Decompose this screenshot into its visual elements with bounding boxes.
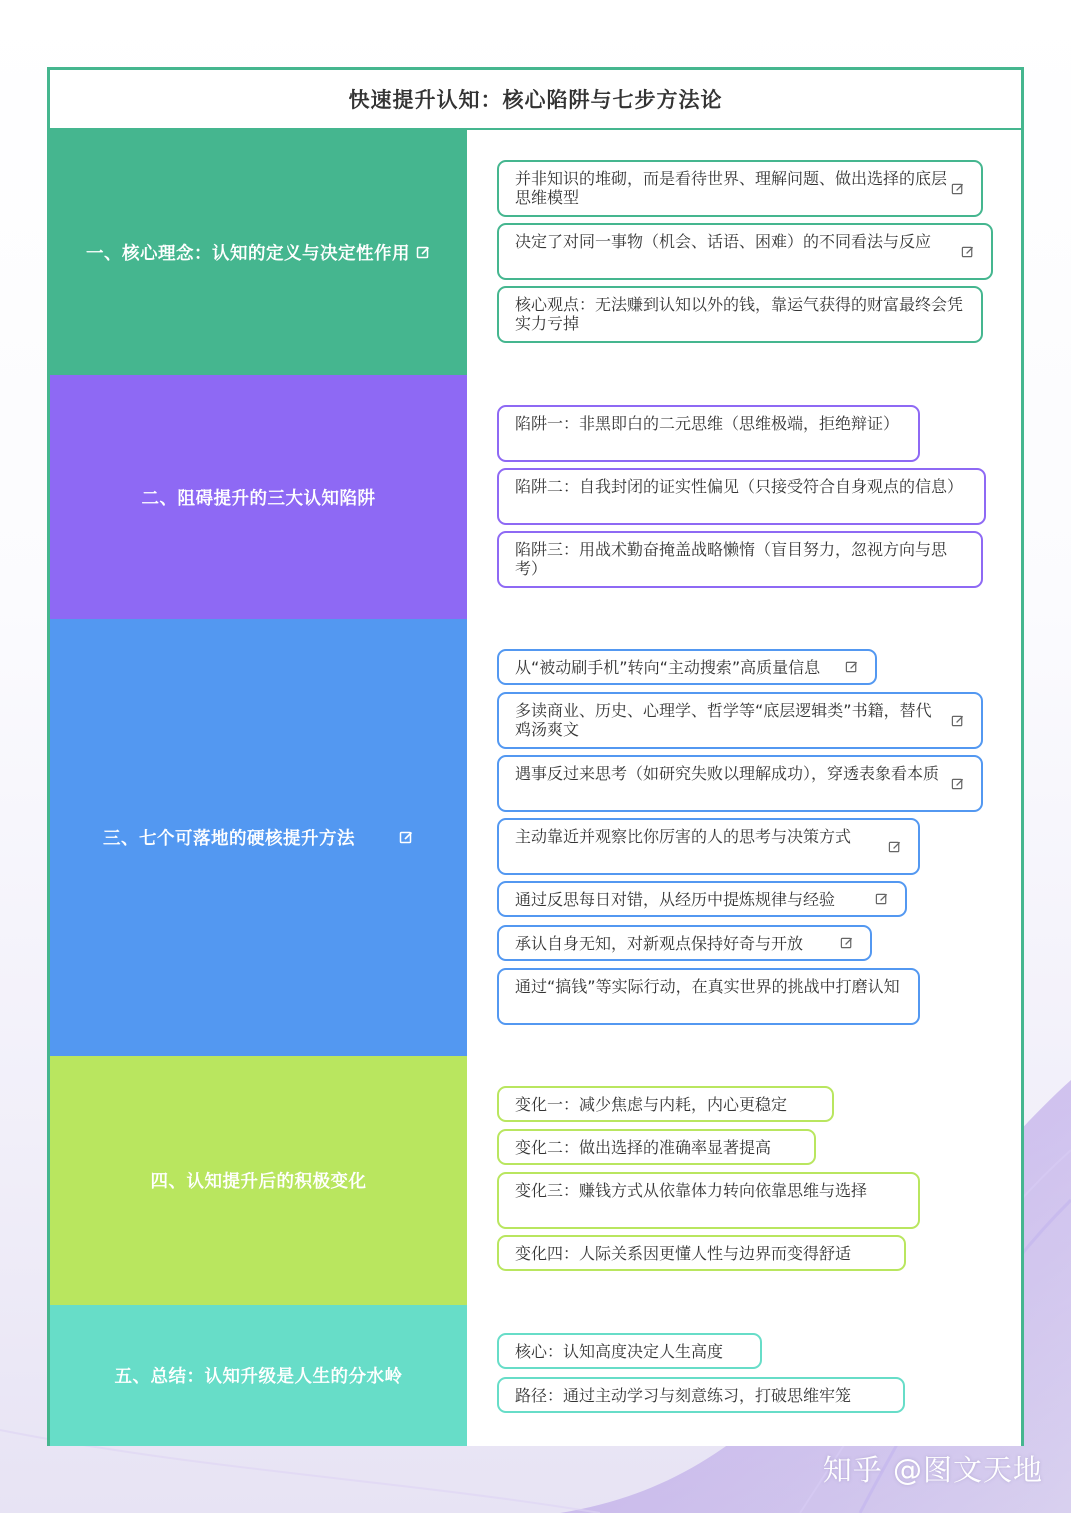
topic-text: 遇事反过来思考（如研究失败以理解成功），穿透表象看本质: [515, 764, 940, 783]
edit-note-icon[interactable]: [416, 245, 431, 260]
topic-text: 核心：认知高度决定人生高度: [515, 1342, 724, 1361]
topic-node[interactable]: [497, 692, 983, 749]
edit-note-icon[interactable]: [951, 777, 965, 791]
section-items: [467, 1305, 1021, 1446]
topic-node[interactable]: [497, 649, 877, 685]
page-title: 快速提升认知：核心陷阱与七步方法论: [50, 70, 1021, 130]
topic-text: 变化二：做出选择的准确率显著提高: [515, 1138, 772, 1157]
topic-node[interactable]: [497, 1235, 906, 1271]
topic-text: 路径：通过主动学习与刻意练习，打破思维牢笼: [515, 1386, 852, 1405]
topic-text: 核心观点：无法赚到认知以外的钱，靠运气获得的财富最终会凭实力亏掉: [515, 295, 964, 333]
section-label: 三、七个可落地的硬核提升方法: [103, 829, 355, 849]
topic-node[interactable]: [497, 1129, 816, 1165]
section-summary: [50, 1305, 1021, 1446]
topic-node[interactable]: [497, 223, 993, 280]
section-header[interactable]: [50, 1305, 467, 1446]
topic-node[interactable]: [497, 968, 920, 1025]
section-label: 一、核心理念：认知的定义与决定性作用: [86, 244, 410, 264]
section-header[interactable]: [50, 1056, 467, 1305]
topic-text: 陷阱三：用战术勤奋掩盖战略懒惰（盲目努力，忽视方向与思考）: [515, 540, 948, 578]
edit-note-icon[interactable]: [888, 840, 902, 854]
topic-text: 变化一：减少焦虑与内耗，内心更稳定: [515, 1095, 788, 1114]
topic-text: 变化四：人际关系因更懂人性与边界而变得舒适: [515, 1244, 852, 1263]
section-items: [467, 1056, 1021, 1305]
edit-note-icon[interactable]: [840, 936, 854, 950]
topic-text: 承认自身无知，对新观点保持好奇与开放: [515, 934, 804, 953]
topic-node[interactable]: [497, 1333, 762, 1369]
section-header[interactable]: [50, 130, 467, 375]
section-label: 五、总结：认知升级是人生的分水岭: [114, 1367, 403, 1387]
section-label: 二、阻碍提升的三大认知陷阱: [141, 488, 376, 509]
edit-note-icon[interactable]: [951, 182, 965, 196]
section-items: [467, 375, 1021, 619]
edit-note-icon[interactable]: [399, 830, 414, 845]
section-cognitive-traps: [50, 375, 1021, 619]
topic-text: 主动靠近并观察比你厉害的人的思考与决策方式: [515, 827, 852, 846]
topic-node[interactable]: [497, 468, 986, 525]
topic-text: 多读商业、历史、心理学、哲学等“底层逻辑类”书籍，替代鸡汤爽文: [515, 701, 932, 739]
edit-note-icon[interactable]: [951, 714, 965, 728]
section-items: [467, 619, 1021, 1056]
section-seven-methods: [50, 619, 1021, 1056]
watermark: 知乎 @图文天地: [822, 1453, 1043, 1487]
topic-text: 通过反思每日对错，从经历中提炼规律与经验: [515, 890, 836, 909]
topic-node[interactable]: [497, 1172, 920, 1229]
section-label: 四、认知提升后的积极变化: [150, 1172, 367, 1192]
topic-node[interactable]: [497, 1377, 905, 1413]
topic-text: 陷阱一：非黑即白的二元思维（思维极端，拒绝辩证）: [515, 414, 900, 433]
topic-text: 变化三：赚钱方式从依靠体力转向依靠思维与选择: [515, 1181, 868, 1200]
topic-node[interactable]: [497, 286, 983, 343]
topic-node[interactable]: [497, 881, 907, 917]
edit-note-icon[interactable]: [961, 245, 975, 259]
topic-text: 通过“搞钱”等实际行动，在真实世界的挑战中打磨认知: [515, 977, 900, 996]
topic-node[interactable]: [497, 818, 920, 875]
section-header[interactable]: [50, 375, 467, 619]
topic-node[interactable]: [497, 405, 920, 462]
topic-node[interactable]: [497, 531, 983, 588]
section-positive-changes: [50, 1056, 1021, 1305]
section-items: [467, 130, 1021, 375]
section-core-concept: [50, 130, 1021, 375]
topic-node[interactable]: [497, 755, 983, 812]
topic-node[interactable]: [497, 1086, 834, 1122]
topic-node[interactable]: [497, 925, 872, 961]
edit-note-icon[interactable]: [875, 892, 889, 906]
topic-node[interactable]: [497, 160, 983, 217]
topic-text: 陷阱二：自我封闭的证实性偏见（只接受符合自身观点的信息）: [515, 477, 964, 496]
topic-text: 决定了对同一事物（机会、话语、困难）的不同看法与反应: [515, 232, 932, 251]
section-header[interactable]: [50, 619, 467, 1056]
mindmap-frame: [47, 67, 1024, 1446]
topic-text: 从“被动刷手机”转向“主动搜索”高质量信息: [515, 658, 821, 677]
edit-note-icon[interactable]: [845, 660, 859, 674]
topic-text: 并非知识的堆砌，而是看待世界、理解问题、做出选择的底层思维模型: [515, 169, 948, 207]
